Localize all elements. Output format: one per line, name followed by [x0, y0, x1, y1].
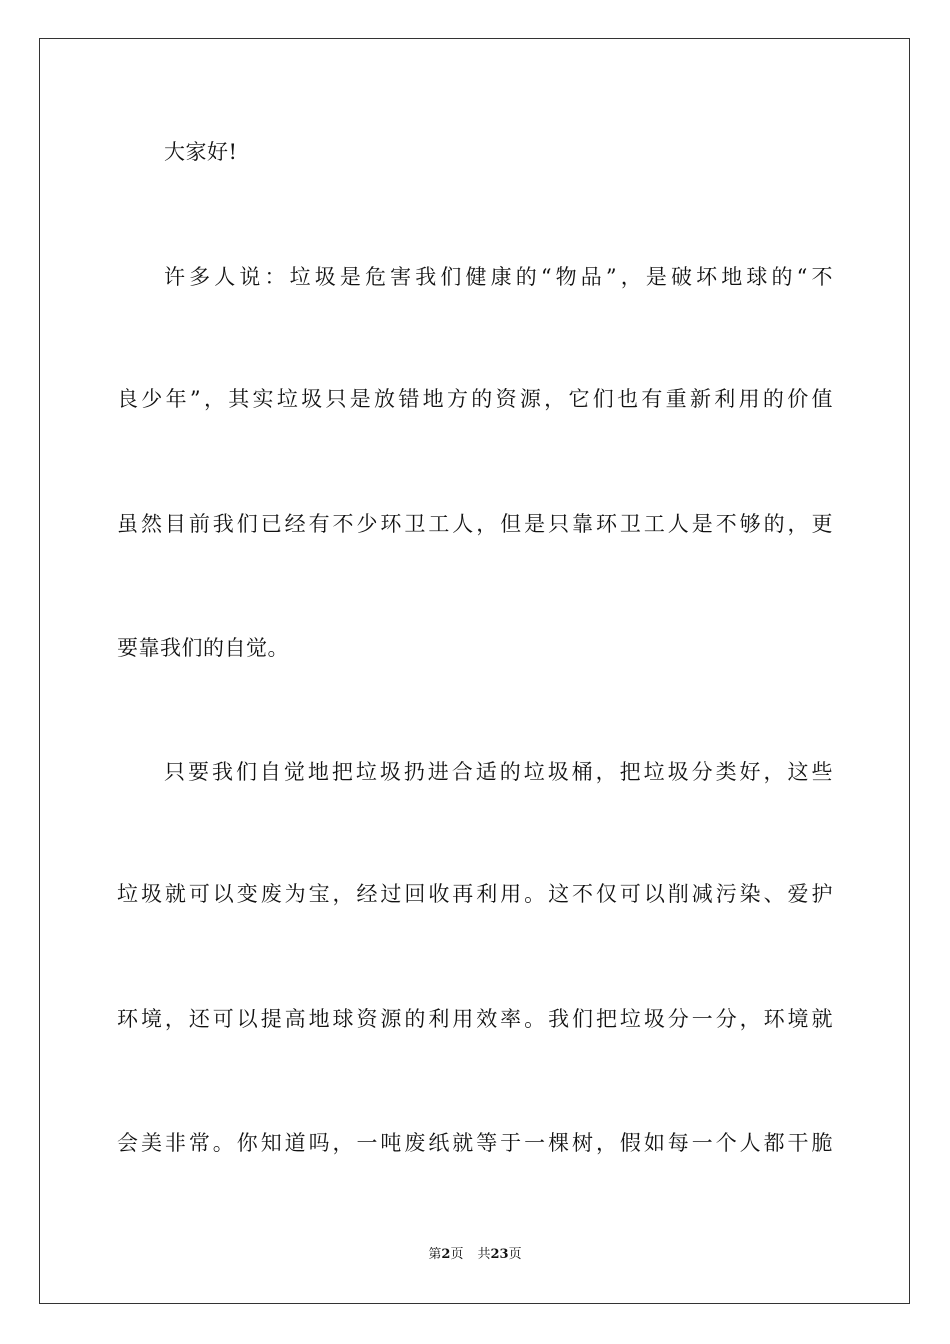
current-page-number: 2 [441, 1247, 451, 1262]
total-prefix: 共 [477, 1247, 491, 1262]
page-number-footer [0, 1246, 950, 1264]
total-unit: 页 [508, 1247, 522, 1262]
total-page-count: 23 [490, 1247, 509, 1262]
page-border [39, 38, 910, 1304]
text-line: 良少年”，其实垃圾只是放错地方的资源，它们也有重新利用的价值 [117, 387, 833, 411]
text-line: 大家好! [164, 140, 238, 164]
text-line: 要靠我们的自觉。 [117, 636, 289, 660]
text-line: 许多人说：垃圾是危害我们健康的“物品”，是破坏地球的“不 [164, 265, 833, 289]
page-prefix: 第 [428, 1247, 442, 1262]
text-line: 环境，还可以提高地球资源的利用效率。我们把垃圾分一分，环境就 [117, 1007, 833, 1031]
text-line: 会美非常。你知道吗，一吨废纸就等于一棵树，假如每一个人都干脆 [117, 1131, 833, 1155]
text-line: 垃圾就可以变废为宝，经过回收再利用。这不仅可以削减污染、爱护 [117, 882, 833, 906]
page-unit: 页 [450, 1247, 464, 1262]
text-line: 只要我们自觉地把垃圾扔进合适的垃圾桶，把垃圾分类好，这些 [164, 760, 833, 784]
text-line: 虽然目前我们已经有不少环卫工人，但是只靠环卫工人是不够的，更 [117, 512, 833, 536]
